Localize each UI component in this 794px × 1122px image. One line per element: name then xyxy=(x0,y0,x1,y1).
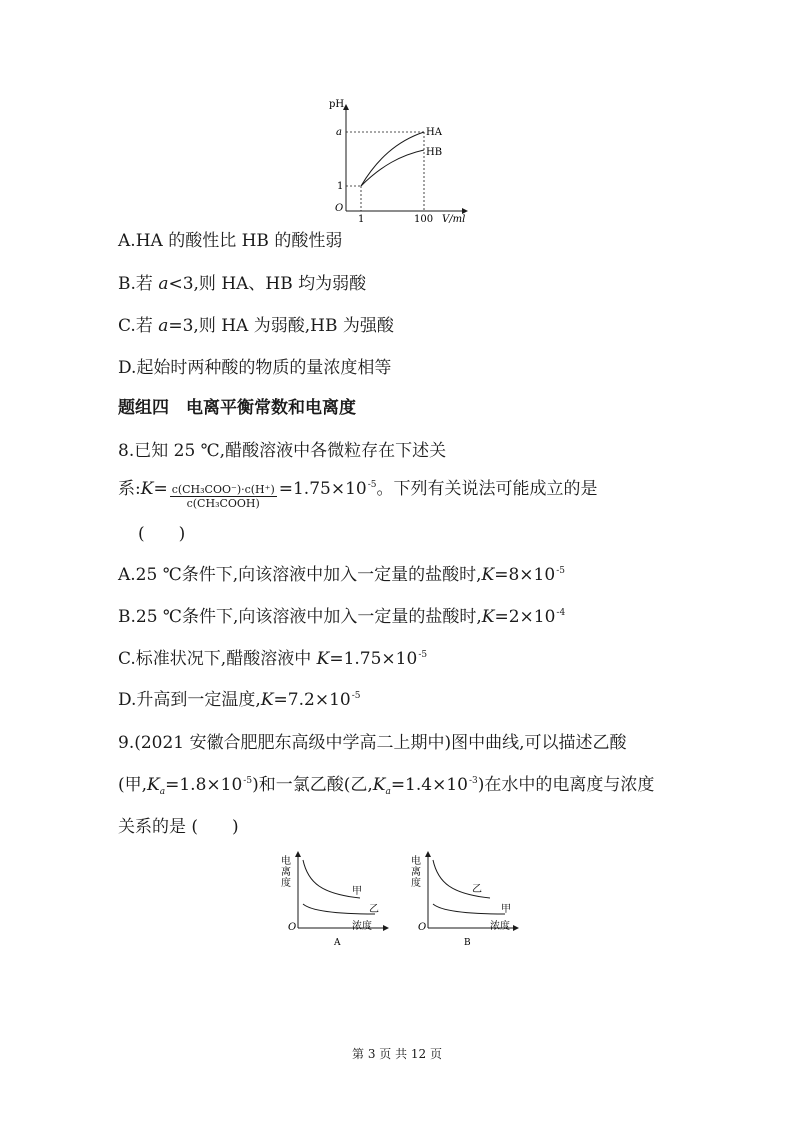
curve-label-a-yi: 乙 xyxy=(369,904,379,915)
q7-option-d: D.起始时两种酸的物质的量浓度相等 xyxy=(118,358,392,378)
x-tick-100: 100 xyxy=(414,214,434,225)
y-label-a-3: 度 xyxy=(281,878,291,889)
q9-line1: 9.(2021 安徽合肥肥东高级中学高二上期中)图中曲线,可以描述乙酸 xyxy=(118,733,627,753)
y-label-b-3: 度 xyxy=(411,878,421,889)
curve-label-hb: HB xyxy=(426,147,443,158)
q8-option-b: B.25 ℃条件下,向该溶液中加入一定量的盐酸时$,K=2\times 10^{-4}$ xyxy=(118,607,566,627)
curve-label-b-yi: 乙 xyxy=(472,884,482,895)
origin-b: O xyxy=(418,922,427,933)
caption-a: A xyxy=(334,938,341,948)
section-title: 题组四 电离平衡常数和电离度 xyxy=(118,398,356,418)
curve-label-ha: HA xyxy=(426,127,442,138)
curve-b-jia xyxy=(433,904,505,914)
x-axis-label: V/ml xyxy=(442,214,466,225)
q9-line2: (甲$,K_a=1.8\times 10^{-5}$)和一氯乙酸(乙$,K_a=1.4\times 10^{-3}$)在水中的电离度与浓度 xyxy=(118,775,655,797)
page-footer: 第 3 页 共 12 页 xyxy=(352,1047,442,1061)
q7-option-c: C.若 a=3,则 HA 为弱酸,HB 为强酸 xyxy=(118,316,394,336)
x-label-a: 浓度 xyxy=(352,921,372,932)
y-label-a-2: 离 xyxy=(281,867,291,878)
origin-a: O xyxy=(288,922,297,933)
origin-label: O xyxy=(335,203,344,214)
q8-line2: 系:K= $\frac{\text{c(CH₃COO⁻)·c(H⁺)}}{\text{c(CH₃COOH)}}$ $=1.75\times 10^{-5}$。下列有关说法可能成立的是 xyxy=(118,479,598,510)
graph-b xyxy=(410,848,520,948)
q8-answer-blank: ( ) xyxy=(138,524,186,544)
x-label-b: 浓度 xyxy=(490,921,510,932)
y-axis-label: pH xyxy=(329,99,345,110)
y-label-b-2: 离 xyxy=(411,867,421,878)
x-tick-1: 1 xyxy=(358,214,365,225)
curve-a-yi xyxy=(303,904,375,914)
q8-option-c: C.标准状况下,醋酸溶液中 $K=1.75\times 10^{-5}$ xyxy=(118,649,428,669)
q8-option-a: A.25 ℃条件下,向该溶液中加入一定量的盐酸时$,K=8\times 10^{-5}$ xyxy=(118,565,565,585)
curve-label-b-jia: 甲 xyxy=(501,904,511,915)
y-label-a-1: 电 xyxy=(281,856,291,867)
curve-label-a-jia: 甲 xyxy=(352,886,362,897)
k-fraction: $\frac{\text{c(CH₃COO⁻)·c(H⁺)}}{\text{c(CH₃COOH)}}$ xyxy=(171,483,275,510)
q8-line1: 8.已知 25 ℃,醋酸溶液中各微粒存在下述关 xyxy=(118,441,447,461)
q7-option-b: B.若 a<3,则 HA、HB 均为弱酸 xyxy=(118,274,367,294)
y-label-b-1: 电 xyxy=(411,856,421,867)
graph-a xyxy=(280,848,390,948)
q7-option-a: A.HA 的酸性比 HB 的酸性弱 xyxy=(118,231,343,251)
ph-dilution-graph xyxy=(325,95,485,225)
caption-b: B xyxy=(464,938,471,948)
curve-hb xyxy=(361,150,424,186)
q8-option-d: D.升高到一定温度$,K=7.2\times 10^{-5}$ xyxy=(118,690,361,710)
y-tick-1: 1 xyxy=(337,181,344,192)
y-tick-a: a xyxy=(336,127,342,138)
q9-line3: 关系的是 ( ) xyxy=(118,817,239,837)
